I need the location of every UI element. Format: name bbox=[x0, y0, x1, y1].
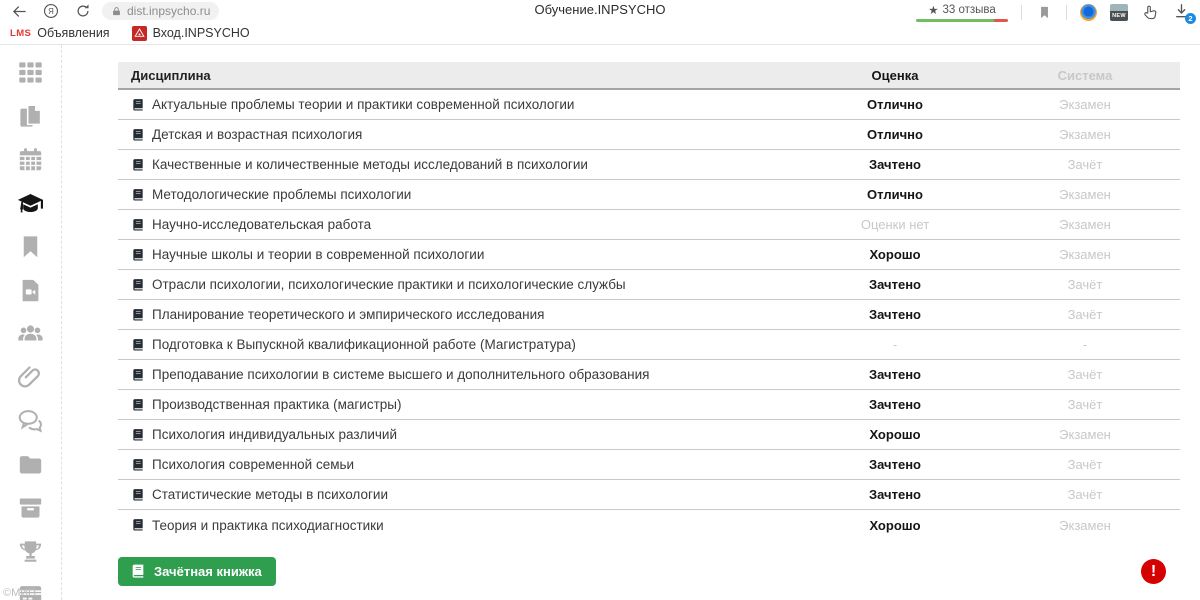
system-value: Зачёт bbox=[1067, 277, 1103, 292]
extension-icon[interactable] bbox=[1080, 4, 1097, 21]
table-row[interactable] bbox=[118, 210, 1180, 240]
system-value: Экзамен bbox=[1059, 217, 1111, 232]
calendar-icon[interactable] bbox=[17, 146, 44, 173]
grade-value: Оценки нет bbox=[860, 217, 930, 232]
copyright: ©МИП bbox=[3, 587, 37, 599]
system-value: - bbox=[1082, 337, 1088, 352]
system-value: Зачёт bbox=[1067, 307, 1103, 322]
rating-bar bbox=[916, 19, 1008, 22]
files-icon[interactable] bbox=[17, 451, 44, 478]
bookmarks-bar bbox=[0, 22, 1200, 45]
book-icon bbox=[131, 188, 145, 202]
book-icon bbox=[131, 488, 145, 502]
discipline-name: Качественные и количественные методы исследований в психологии bbox=[152, 157, 588, 172]
table-row[interactable] bbox=[118, 180, 1180, 210]
discipline-name: Подготовка к Выпускной квалификационной работе (Магистратура) bbox=[152, 337, 576, 352]
bookmark-label: Вход.INPSYCHO bbox=[152, 26, 250, 40]
discipline-cell bbox=[118, 307, 800, 322]
book-icon bbox=[131, 368, 145, 382]
table-row[interactable] bbox=[118, 330, 1180, 360]
discipline-name: Производственная практика (магистры) bbox=[152, 397, 402, 412]
column-grade: Оценка bbox=[871, 67, 919, 83]
table-row[interactable] bbox=[118, 450, 1180, 480]
discipline-name: Психология индивидуальных различий bbox=[152, 427, 397, 442]
discipline-cell bbox=[118, 97, 800, 112]
book-icon bbox=[131, 338, 145, 352]
discipline-cell bbox=[118, 157, 800, 172]
grade-value: Отлично bbox=[867, 97, 923, 112]
discipline-name: Научно-исследовательская работа bbox=[152, 217, 372, 232]
discipline-cell bbox=[118, 427, 800, 442]
table-row[interactable] bbox=[118, 240, 1180, 270]
table-row[interactable] bbox=[118, 420, 1180, 450]
grade-value: Зачтено bbox=[869, 367, 921, 382]
exclamation-icon: ! bbox=[1150, 562, 1157, 580]
hand-extension-icon[interactable] bbox=[1141, 3, 1159, 21]
table-row[interactable] bbox=[118, 270, 1180, 300]
system-value: Зачёт bbox=[1067, 457, 1103, 472]
book-icon bbox=[131, 218, 145, 232]
system-value: Зачёт bbox=[1067, 367, 1103, 382]
discipline-cell bbox=[118, 397, 800, 412]
downloads-button[interactable] bbox=[1172, 2, 1192, 22]
messages-icon[interactable] bbox=[17, 407, 44, 434]
book-icon bbox=[131, 398, 145, 412]
book-icon bbox=[130, 563, 146, 579]
new-badge-label: NEW bbox=[1110, 11, 1128, 21]
column-discipline: Дисциплина bbox=[131, 67, 211, 83]
separator bbox=[1021, 5, 1022, 20]
book-icon bbox=[131, 518, 145, 532]
grade-value: Хорошо bbox=[869, 427, 921, 442]
bookmark-page-button[interactable] bbox=[1035, 3, 1053, 21]
discipline-cell bbox=[118, 187, 800, 202]
discipline-name: Научные школы и теории в современной психологии bbox=[152, 247, 485, 262]
bookmark-inpsycho[interactable] bbox=[132, 26, 250, 41]
table-row[interactable] bbox=[118, 300, 1180, 330]
table-row[interactable] bbox=[118, 90, 1180, 120]
book-icon bbox=[131, 128, 145, 142]
system-value: Экзамен bbox=[1059, 247, 1111, 262]
star-icon: ★ bbox=[928, 4, 939, 17]
lms-favicon: LMS bbox=[10, 27, 32, 39]
apps-grid-icon[interactable] bbox=[17, 59, 44, 86]
table-row[interactable] bbox=[118, 510, 1180, 540]
lock-icon bbox=[111, 6, 122, 17]
users-icon[interactable] bbox=[17, 320, 44, 347]
grade-value: Отлично bbox=[867, 127, 923, 142]
book-icon bbox=[131, 458, 145, 472]
browser-toolbar bbox=[0, 0, 1200, 22]
discipline-name: Статистические методы в психологии bbox=[152, 487, 388, 502]
grades-table bbox=[118, 90, 1180, 540]
grade-value: Зачтено bbox=[869, 157, 921, 172]
discipline-cell bbox=[118, 127, 800, 142]
discipline-cell bbox=[118, 367, 800, 382]
column-system: Система bbox=[1057, 67, 1113, 83]
discipline-name: Психология современной семьи bbox=[152, 457, 355, 472]
grade-value: Хорошо bbox=[869, 247, 921, 262]
back-button[interactable] bbox=[10, 2, 28, 20]
refresh-button[interactable] bbox=[74, 2, 92, 20]
documents-icon[interactable] bbox=[17, 103, 44, 130]
table-row[interactable] bbox=[118, 360, 1180, 390]
book-icon bbox=[131, 98, 145, 112]
discipline-name: Отрасли психологии, психологические практики и психологические службы bbox=[152, 277, 626, 292]
discipline-name: Теория и практика психодиагностики bbox=[152, 517, 384, 533]
grade-value: Зачтено bbox=[869, 487, 921, 502]
achievements-icon[interactable] bbox=[17, 538, 44, 565]
education-icon[interactable] bbox=[17, 190, 44, 217]
discipline-name: Планирование теоретического и эмпирического исследования bbox=[152, 307, 545, 322]
grade-value: - bbox=[892, 337, 898, 352]
url-text: dist.inpsycho.ru bbox=[127, 4, 211, 18]
discipline-name: Актуальные проблемы теории и практики современной психологии bbox=[152, 97, 575, 112]
gradebook-button-label: Зачётная книжка bbox=[154, 563, 262, 579]
discipline-cell bbox=[118, 518, 800, 533]
system-value: Зачёт bbox=[1067, 487, 1103, 502]
discipline-name: Детская и возрастная психология bbox=[152, 127, 363, 142]
grade-value: Зачтено bbox=[869, 397, 921, 412]
grade-value: Зачтено bbox=[869, 307, 921, 322]
separator bbox=[1066, 5, 1067, 20]
table-row[interactable] bbox=[118, 150, 1180, 180]
system-value: Зачёт bbox=[1067, 157, 1103, 172]
grade-value: Отлично bbox=[867, 187, 923, 202]
discipline-name: Методологические проблемы психологии bbox=[152, 187, 412, 202]
inpsycho-favicon bbox=[132, 26, 147, 41]
bookmark-label: Объявления bbox=[37, 26, 110, 40]
book-icon bbox=[131, 248, 145, 262]
system-value: Экзамен bbox=[1059, 97, 1111, 112]
discipline-cell bbox=[118, 217, 800, 232]
yandex-letter: Я bbox=[48, 7, 54, 16]
bookmark-lms[interactable] bbox=[10, 26, 110, 40]
address-bar[interactable] bbox=[102, 2, 219, 20]
system-value: Экзамен bbox=[1059, 127, 1111, 142]
system-value: Экзамен bbox=[1059, 427, 1111, 442]
discipline-cell bbox=[118, 457, 800, 472]
table-row[interactable] bbox=[118, 390, 1180, 420]
video-materials-icon[interactable] bbox=[17, 277, 44, 304]
book-icon bbox=[131, 308, 145, 322]
grade-value: Хорошо bbox=[869, 517, 921, 533]
discipline-cell bbox=[118, 277, 800, 292]
grade-value: Зачтено bbox=[869, 457, 921, 472]
book-icon bbox=[131, 158, 145, 172]
site-reviews-widget[interactable] bbox=[916, 3, 1008, 22]
table-row[interactable] bbox=[118, 120, 1180, 150]
reviews-count: 33 отзыва bbox=[942, 3, 996, 16]
downloads-count-badge: 2 bbox=[1185, 13, 1196, 24]
alert-notification-button[interactable] bbox=[1141, 559, 1166, 584]
discipline-cell bbox=[118, 247, 800, 262]
sidebar bbox=[0, 45, 62, 600]
table-header bbox=[118, 62, 1180, 90]
table-row[interactable] bbox=[118, 480, 1180, 510]
system-value: Зачёт bbox=[1067, 397, 1103, 412]
book-icon bbox=[131, 278, 145, 292]
new-extension-icon[interactable] bbox=[1110, 4, 1128, 21]
book-icon bbox=[131, 428, 145, 442]
main-area bbox=[62, 45, 1200, 600]
grade-value: Зачтено bbox=[869, 277, 921, 292]
discipline-name: Преподавание психологии в системе высшего и дополнительного образования bbox=[152, 367, 650, 382]
discipline-cell bbox=[118, 487, 800, 502]
system-value: Экзамен bbox=[1059, 517, 1111, 533]
bookmarks-icon[interactable] bbox=[17, 233, 44, 260]
attachments-icon[interactable] bbox=[17, 364, 44, 391]
system-value: Экзамен bbox=[1059, 187, 1111, 202]
yandex-services-button[interactable] bbox=[42, 2, 60, 20]
archive-icon[interactable] bbox=[17, 494, 44, 521]
gradebook-button[interactable] bbox=[118, 557, 276, 586]
discipline-cell bbox=[118, 337, 800, 352]
page-title: Обучение.INPSYCHO bbox=[534, 2, 666, 17]
